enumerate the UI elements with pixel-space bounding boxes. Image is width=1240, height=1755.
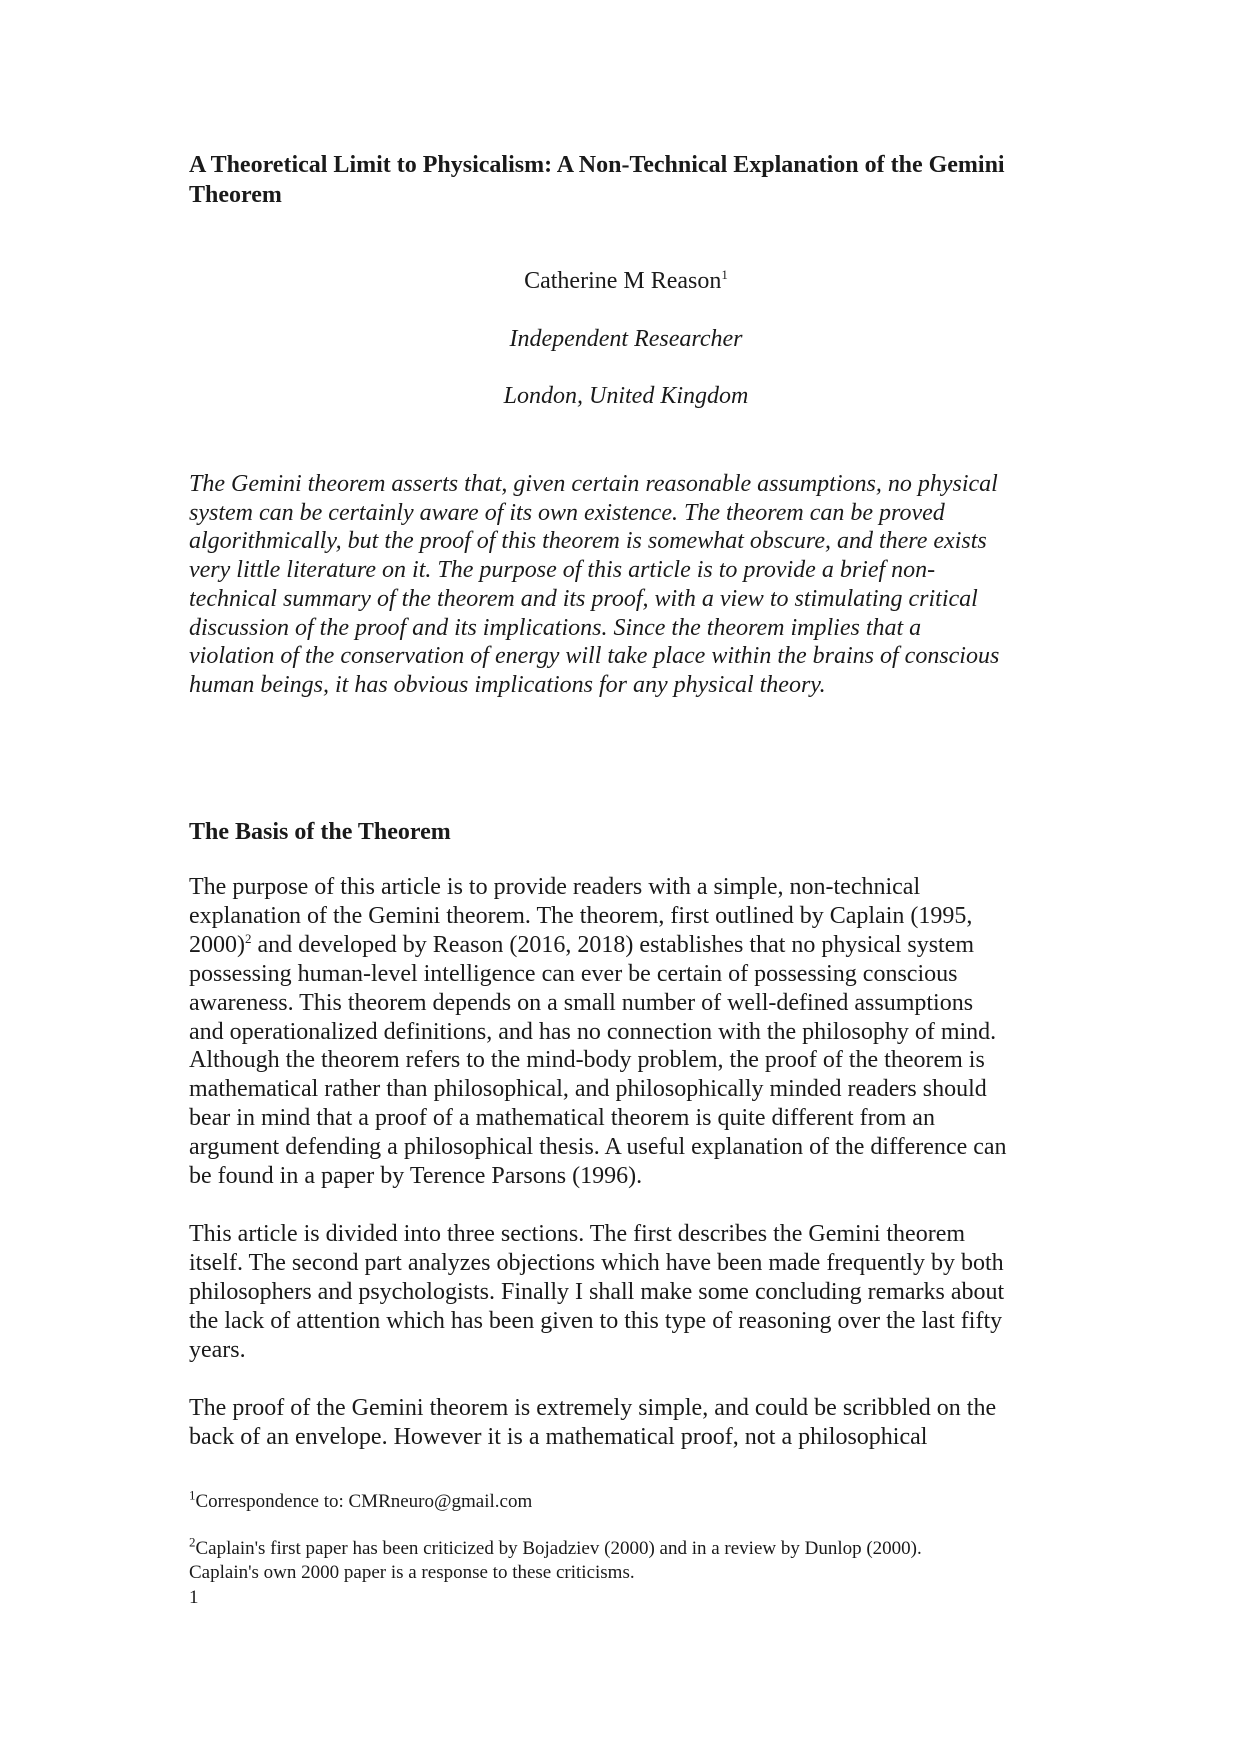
abstract-line: algorithmically, but the proof of this theorem is somewhat obscure, and there exists: [189, 528, 987, 555]
paragraph-line: the lack of attention which has been given to this type of reasoning over the last fifty: [189, 1307, 1003, 1334]
paragraph-line: explanation of the Gemini theorem. The theorem, first outlined by Caplain (1995,: [189, 902, 973, 929]
section-heading: The Basis of the Theorem: [189, 819, 451, 845]
footnote-mark-2[interactable]: 2: [245, 930, 252, 946]
paragraph-line: be found in a paper by Terence Parsons (1996).: [189, 1163, 643, 1190]
paragraph-text: 2000): [189, 931, 245, 958]
abstract-line: human beings, it has obvious implications for any physical theory.: [189, 671, 826, 698]
abstract-line: technical summary of the theorem and its proof, with a view to stimulating critical: [189, 585, 978, 612]
abstract-line: very little literature on it. The purpose of this article is to provide a brief non-: [189, 557, 936, 584]
paragraph-line: Although the theorem refers to the mind-body problem, the proof of the theorem is: [189, 1047, 985, 1074]
paragraph-line: The purpose of this article is to provide readers with a simple, non-technical: [189, 874, 921, 900]
paragraph-text: and developed by Reason (2016, 2018) establishes that no physical system: [251, 931, 975, 958]
abstract: [189, 470, 1069, 700]
abstract-line: discussion of the proof and its implications. Since the theorem implies that a: [189, 614, 922, 641]
paragraph-line: and operationalized definitions, and has no connection with the philosophy of mind.: [189, 1018, 997, 1045]
body-paragraph-3: [189, 1394, 1069, 1452]
paragraph-line: argument defending a philosophical thesis. A useful explanation of the difference can: [189, 1134, 1007, 1161]
paragraph-line: awareness. This theorem depends on a small number of well-defined assumptions: [189, 989, 974, 1016]
author-affiliation: Independent Researcher: [509, 326, 743, 352]
footnote-2-mark: 2: [189, 1534, 196, 1550]
body-paragraph-2: [189, 1220, 1069, 1365]
abstract-line: The Gemini theorem asserts that, given certain reasonable assumptions, no physical: [189, 471, 998, 497]
footnote-1: [189, 1487, 1069, 1514]
paper-title: A Theoretical Limit to Physicalism: A Non-Technical Explanation of the Gemini Theorem: [189, 152, 1005, 208]
paragraph-line: years.: [189, 1336, 246, 1363]
paragraph-line: itself. The second part analyzes objections which have been made frequently by both: [189, 1249, 1004, 1276]
paragraph-line: bear in mind that a proof of a mathematical theorem is quite different from an: [189, 1105, 935, 1132]
footnote-1-text: Correspondence to: CMRneuro@gmail.com: [195, 1491, 533, 1512]
page-number: 1: [189, 1587, 199, 1608]
paragraph-line: possessing human-level intelligence can ever be certain of possessing conscious: [189, 960, 958, 987]
paragraph-line: The proof of the Gemini theorem is extremely simple, and could be scribbled on the: [189, 1395, 997, 1421]
footnote-2-text: Caplain's first paper has been criticized by Bojadziev (2000) and in a review by Dunlop (2000).: [195, 1538, 922, 1559]
paragraph-line: back of an envelope. However it is a mathematical proof, not a philosophical: [189, 1423, 928, 1450]
paragraph-line: philosophers and psychologists. Finally I shall make some concluding remarks about: [189, 1278, 1005, 1305]
abstract-line: violation of the conservation of energy will take place within the brains of conscious: [189, 643, 1000, 670]
paragraph-line: This article is divided into three sections. The first describes the Gemini theorem: [189, 1221, 966, 1247]
body-paragraph-1: [189, 873, 1069, 1191]
author-line: [6, 266, 1240, 296]
footnote-1-mark: 1: [189, 1487, 196, 1503]
paragraph-line: [189, 931, 1069, 960]
author-footnote-mark[interactable]: 1: [721, 267, 728, 282]
footnote-2: [189, 1534, 1069, 1561]
abstract-line: system can be certainly aware of its own existence. The theorem can be proved: [189, 499, 945, 526]
paragraph-line: mathematical rather than philosophical, and philosophically minded readers should: [189, 1076, 987, 1103]
author-name: Catherine M Reason: [524, 268, 722, 294]
footnote-2-continued: Caplain's own 2000 paper is a response to these criticisms.: [189, 1562, 635, 1583]
author-location: London, United Kingdom: [503, 383, 749, 409]
